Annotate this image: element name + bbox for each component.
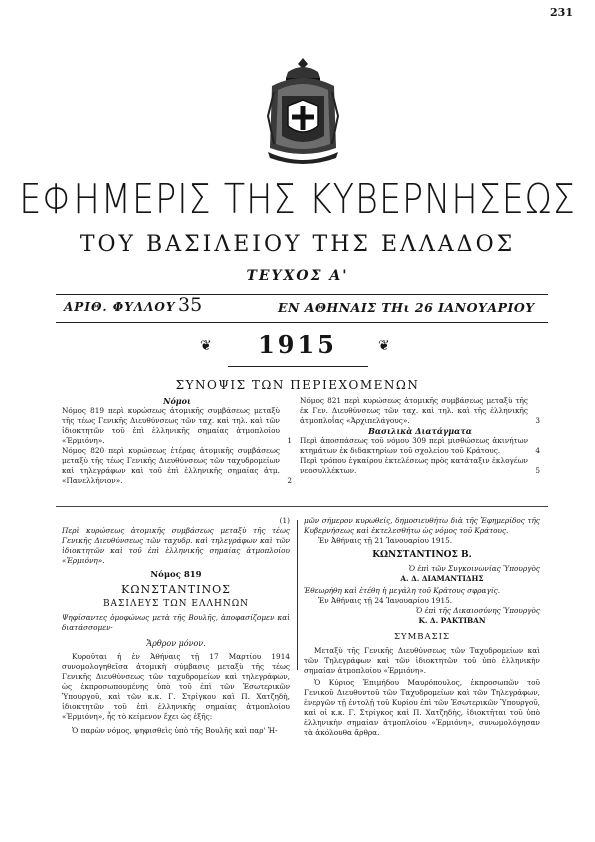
body-left-column <box>62 516 290 736</box>
contents-item <box>300 396 540 426</box>
contents-left-heading: Νόμοι <box>163 396 191 406</box>
body-right-column <box>304 516 540 738</box>
issue-label: ΤΕΥΧΟΣ Α' <box>246 268 349 284</box>
contents-item-page: 4 <box>535 446 540 455</box>
agreement-paragraph: Μεταξὺ τῆς Γενικῆς Διευθύνσεως τῶν Ταχυδρομείων καὶ τῶν Τηλεγράφων καὶ τῶν ἰδιοκτητῶν τοῦ ὑπὸ ἑλληνικὴν σημαίαν ἀτμοπλοίου «Ἐρμιόνη». <box>304 646 540 675</box>
contents-item <box>300 456 540 476</box>
contents-item-text: Περὶ τρόπου ἐγκαίρου ἐκτελέσεως πρὸς κατάταξιν ἐκλογέων νεοσυλλέκτων. <box>300 456 528 475</box>
minister-title: Ὁ ἐπὶ τῶν Συγκοινωνίας Ὑπουργὸς <box>408 564 540 573</box>
masthead-rule-top <box>56 294 548 295</box>
king-title: ΒΑΣΙΛΕΥΣ ΤΩΝ ΕΛΛΗΝΩΝ <box>102 599 250 609</box>
agreement-heading: ΣΥΜΒΑΣΙΣ <box>393 632 451 642</box>
masthead-rule-bottom <box>56 322 548 323</box>
enactment-clause: Ψηφίσαντες ὁμοφώνως μετὰ τῆς Βουλῆς, ἀποφασίζομεν καὶ διατάσσομεν· <box>62 613 290 632</box>
seal-place-date: Ἐν Ἀθήναις τῇ 24 Ἰανουαρίου 1915. <box>318 596 453 605</box>
contents-item-page: 3 <box>535 416 540 425</box>
contents-item-page: 5 <box>535 466 540 475</box>
contents-item-page: 2 <box>287 476 292 485</box>
sheet-label: ΑΡΙΘ. ΦΥΛΛΟΥ <box>64 300 176 314</box>
place-date: Ἐν Ἀθήναις τῇ 21 Ἰανουαρίου 1915. <box>318 536 453 545</box>
contents-item <box>62 446 292 486</box>
page-number: 231 <box>550 6 573 19</box>
gazette-subtitle: ΤΟΥ ΒΑΣΙΛΕΙΟΥ ΤΗΣ ΕΛΛΑΔΟΣ <box>79 232 516 257</box>
issue-year: 1915 <box>258 330 337 359</box>
contents-item <box>300 436 540 456</box>
contents-item-text: Νόμος 821 περὶ κυρώσεως ἀτομικῆς συμβάσεως μεταξὺ τῆς ἐκ Γεν. Διευθύνσεως τῶν ταχ. καὶ τηλ. καὶ τῆς ἑλληνικῆς ἀτμοπλοΐας «Ἀρχιπελάγους». <box>300 396 528 425</box>
justice-minister-title: Ὁ ἐπὶ τῆς Δικαιοσύνης Ὑπουργὸς <box>416 606 540 615</box>
contents-right-heading: Βασιλικὰ Διατάγματα <box>368 426 472 436</box>
contents-item-page: 1 <box>287 436 292 445</box>
dateline: ΕΝ ΑΘΗΝΑΙΣ ΤΗι 26 ΙΑΝΟΥΑΡΙΟΥ <box>278 300 535 315</box>
column-divider <box>297 520 298 670</box>
seal-note: Ἐθεωρήθη καὶ ἐτέθη ἡ μεγάλη τοῦ Κράτους σφραγίς. <box>304 586 501 595</box>
sheet-number: 35 <box>178 294 203 316</box>
contents-item-text: Νόμος 820 περὶ κυρώσεως ἐτέρας ἀτομικῆς συμβάσεως μεταξὺ τῆς τέως Γενικῆς Διευθύνσεως τῶν ταχυδρομείων καὶ τηλεγράφων καὶ τοῦ ἐπὶ ἑλληνικῆς σημαίας ἀτμ. «Πανελλήνιον». <box>62 446 280 485</box>
article-text: Κυροῦται ἡ ἐν Ἀθήναις τῇ 17 Μαρτίου 1914 συνομολογηθεῖσα ἀτομικὴ σύμβασις μεταξὺ τῆς τέως Γενικῆς Διευθύνσεως τῶν ταχυδρομείων καὶ τηλεγράφων, ὡς ἐκπροσωπουμένης ὑπὸ τοῦ ἐπὶ τῶν Ἐσωτερικῶν Ὑπουργοῦ, καὶ τῶν κ.κ. Γ. Στρίγκου καὶ Π. Χατζηδὴ, ἰδιοκτητῶν τοῦ ἐπὶ ἑλληνικῆς σημαίας ἀτμοπλοίου «Ἐρμιόνη», ἧς τὸ κείμενον ἔχει ὡς ἑξῆς: <box>62 652 290 721</box>
promulgation-text: μῶν σήμερον κυρωθείς, δημοσιευθήτω διὰ τῆς Ἐφημερίδος τῆς Κυβερνήσεως καὶ ἐκτελεσθήτω ὡς νόμος τοῦ Κράτους. <box>304 516 540 535</box>
ornament-left-icon: ❦ <box>200 338 212 354</box>
law-number: Νόμος 819 <box>150 570 202 580</box>
royal-coat-of-arms-icon <box>264 56 342 168</box>
closing-line: Ὁ παρὼν νόμος, ψηφισθεὶς ὑπὸ τῆς Βουλῆς καὶ παρ' Ἡ- <box>72 726 278 735</box>
ornament-right-icon: ❦ <box>378 338 390 354</box>
contents-rule <box>56 506 548 507</box>
gazette-title: ΕΦΗΜΕΡΙΣ ΤΗΣ ΚΥΒΕΡΝΗΣΕΩΣ <box>19 176 576 224</box>
law-intro: Περὶ κυρώσεως ἀτομικῆς συμβάσεως μεταξὺ τῆς τέως Γενικῆς Διευθύνσεως τῶν ταχυδρ. καὶ τηλεγράφων καὶ τῶν ἰδιοκτητῶν καὶ τοῦ ἐπὶ ἑλληνικῆς σημαίας ἀτμοπλοίου «Ἐρμιόνη». <box>62 526 290 565</box>
contents-item <box>62 406 292 446</box>
king-name: ΚΩΝΣΤΑΝΤΙΝΟΣ <box>121 583 231 596</box>
contents-right-column <box>300 396 540 476</box>
contents-item-text: Περὶ ἀποσπάσεως τοῦ νόμου 309 περὶ μισθώσεως ἀκινήτων κτημάτων ἐκ διδακτηρίων τοῦ σχολείου τοῦ Κράτους. <box>300 436 528 455</box>
justice-minister-name: Κ. Δ. ΡΑΚΤΙΒΑΝ <box>418 616 486 625</box>
contents-left-column <box>62 396 292 486</box>
article-heading: Ἄρθρον μόνον. <box>146 639 206 648</box>
minister-name: Α. Δ. ΔΙΑΜΑΝΤΙΔΗΣ <box>400 574 484 583</box>
contents-item-text: Νόμος 819 περὶ κυρώσεως ἀτομικῆς συμβάσεως μεταξὺ τῆς τέως Γενικῆς Διευθύνσεως τῶν ταχ. καὶ τηλ. καὶ τῶν ἰδιοκτητῶν τοῦ ἐπὶ ἑλληνικῆς σημαίας ἀτμοπλοίου «Ἐρμιόνη». <box>62 406 280 445</box>
king-signature: ΚΩΝΣΤΑΝΤΙΝΟΣ Β. <box>372 550 472 560</box>
contents-title: ΣΥΝΟΨΙΣ ΤΩΝ ΠΕΡΙΕΧΟΜΕΝΩΝ <box>175 378 420 392</box>
agreement-paragraph: Ὁ Κύριος Ἐπιμήδου Μαυρόπουλος, ἐκπροσωπῶν τοῦ Γενικοῦ Διευθυντοῦ τῶν Ταχυδρομείων καὶ τῶν Τηλεγράφων, ἐνεργῶν τῇ ἐντολῇ τοῦ Κυρίου ἐπὶ τῶν Ἐσωτερικῶν Ὑπουργοῦ, καὶ οἱ κ.κ. Γ. Στρίγκος καὶ Π. Χατζηδὴς, ἰδιοκτῆται τοῦ ὑπὸ ἑλληνικὴν σημαίαν ἀτμοπλοίου «Ἐρμιόνη», συνωμολόγησαν τὰ ἀκόλουθα ἄρθρα. <box>304 678 540 737</box>
year-rule <box>228 366 368 367</box>
paragraph-number: (1) <box>279 516 290 525</box>
